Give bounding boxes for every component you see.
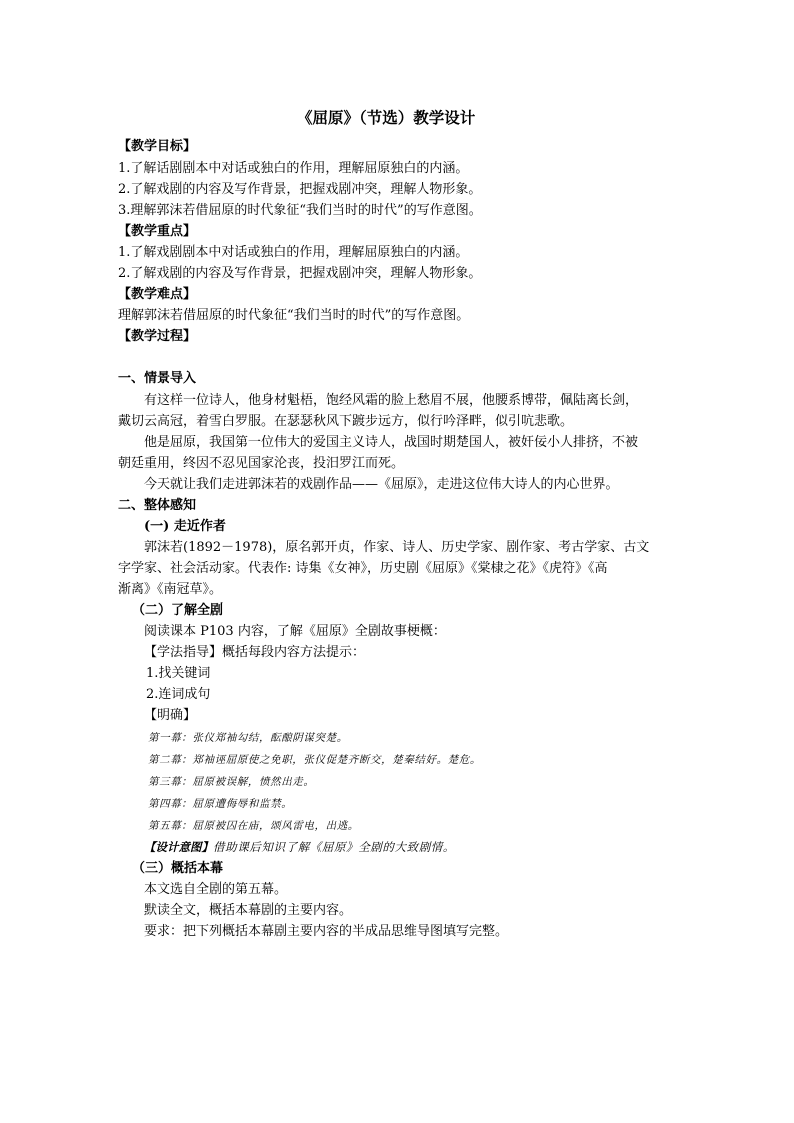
- key-item: 1.了解戏剧剧本中对话或独白的作用，理解屈原独白的内涵。: [118, 245, 469, 260]
- act-summary: 第一幕：张仪郑袖勾结，酝酿阴谋突楚。: [148, 732, 348, 744]
- key-item: 2.了解戏剧的内容及写作背景，把握戏剧冲突，理解人物形象。: [118, 266, 482, 281]
- author-text: 郭沫若(1892－1978)，原名郭开贞，作家、诗人、历史学家、剧作家、考古学家、古文: [144, 540, 650, 555]
- subheading-author: (一) 走近作者: [144, 519, 226, 534]
- goal-item: 3.理解郭沫若借屈原的时代象征“我们当时的时代”的写作意图。: [118, 203, 482, 218]
- act-summary: 第二幕：郑袖诬屈原使之免职，张仪促楚齐断交，楚秦结好。楚危。: [148, 754, 481, 766]
- intro-paragraph: 今天就让我们走进郭沫若的戏剧作品——《屈原》，走进这位伟大诗人的内心世界。: [144, 477, 619, 492]
- difficulty-text: 理解郭沫若借屈原的时代象征“我们当时的时代”的写作意图。: [118, 308, 470, 323]
- design-intent-text: 借助课后知识了解《屈原》全剧的大致剧情。: [213, 840, 455, 854]
- act-summary: 第四幕：屈原遭侮辱和监禁。: [148, 798, 293, 810]
- subheading-play: （二）了解全剧: [132, 603, 224, 618]
- intro-paragraph: 戴切云高冠，着雪白罗服。在瑟瑟秋风下踱步远方，似行吟泽畔，似引吭悲歌。: [118, 414, 574, 429]
- act-summary: 第五幕：屈原被囚在庙，颂风雷电，出逃。: [148, 820, 359, 832]
- part2-heading: 二、整体感知: [118, 498, 197, 513]
- part1-heading: 一、情景导入: [118, 371, 197, 386]
- intro-paragraph: 有这样一位诗人，他身材魁梧，饱经风霜的脸上愁眉不展，他腰系博带，佩陆离长剑，: [144, 393, 639, 408]
- author-text: 渐离》《南冠草》。: [118, 582, 223, 597]
- section-heading-difficulty: 【教学难点】: [118, 287, 197, 302]
- intro-paragraph: 他是屈原，我国第一位伟大的爱国主义诗人，战国时期楚国人，被奸佞小人排挤，不被: [144, 435, 639, 450]
- author-text: 字学家、社会活动家。代表作: 诗集《女神》，历史剧《屈原》《棠棣之花》《虎符》《高: [118, 561, 608, 576]
- intro-paragraph: 朝廷重用，终因不忍见国家沦丧，投汨罗江而死。: [118, 456, 405, 471]
- act-summary: 第三幕：屈原被误解，愤然出走。: [148, 776, 315, 788]
- summary-text: 本文选自全剧的第五幕。: [144, 882, 288, 897]
- section-heading-process: 【教学过程】: [118, 329, 197, 344]
- summary-text: 默读全文，概括本幕剧的主要内容。: [144, 903, 353, 918]
- method-guide: 【学法指导】概括每段内容方法提示：: [144, 645, 366, 660]
- design-intent: [144, 838, 455, 856]
- goal-item: 1.了解话剧剧本中对话或独白的作用，理解屈原独白的内涵。: [118, 161, 469, 176]
- goal-item: 2.了解戏剧的内容及写作背景，把握戏剧冲突，理解人物形象。: [118, 182, 482, 197]
- section-heading-key: 【教学重点】: [118, 224, 197, 239]
- document-title: 《屈原》（节选）教学设计: [297, 108, 476, 127]
- subheading-summary: （三）概括本幕: [132, 861, 224, 876]
- method-item: 2.连词成句: [146, 687, 211, 702]
- summary-text: 要求：把下列概括本幕剧主要内容的半成品思维导图填写完整。: [144, 924, 509, 939]
- section-heading-goals: 【教学目标】: [118, 139, 197, 154]
- method-item: 1.找关键词: [146, 666, 211, 681]
- design-intent-label: 【设计意图】: [144, 840, 213, 854]
- reading-instruction: 阅读课本 P103 内容，了解《屈原》全剧故事梗概：: [144, 624, 446, 639]
- clarify-label: 【明确】: [144, 708, 197, 723]
